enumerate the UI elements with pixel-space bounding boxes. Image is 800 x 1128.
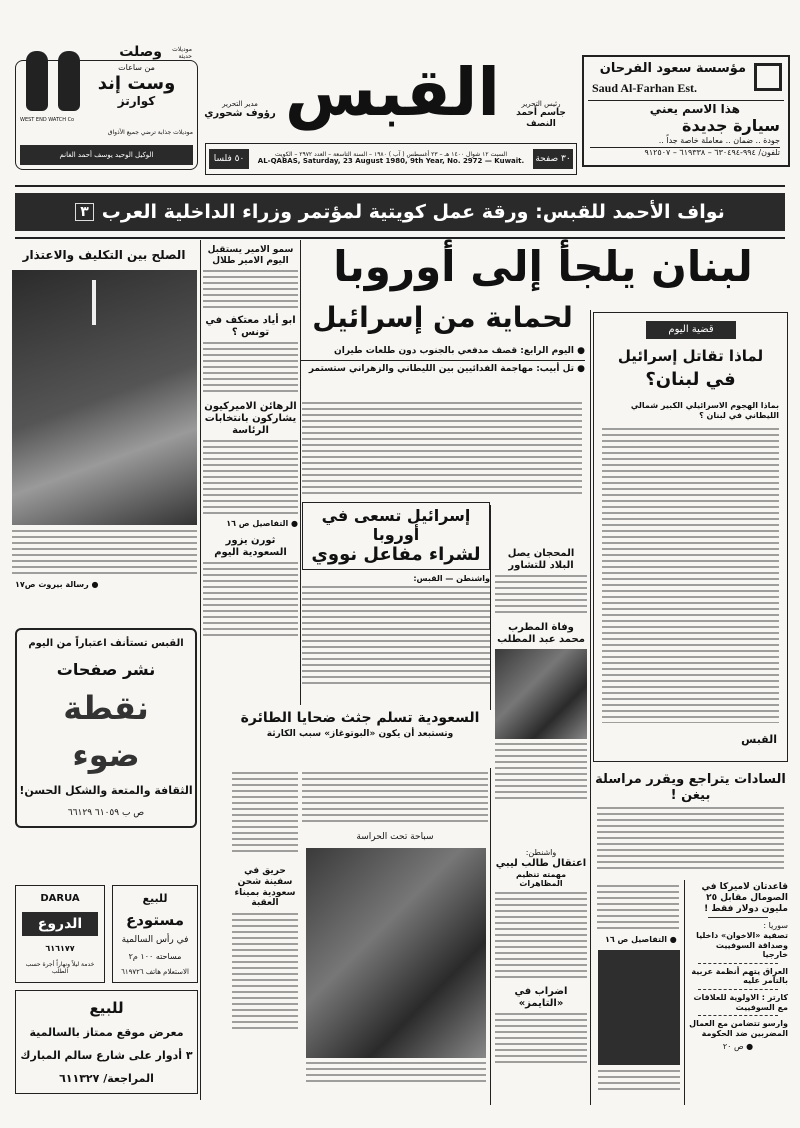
ad-phone: الاستعلام هاتف ٦١٩٧٢٦	[121, 967, 189, 976]
saudi-headline: السعودية تسلم جثث ضحايا الطائرة	[240, 710, 480, 726]
brief-title: سمو الامير يستقبل اليوم الامير طلال	[207, 245, 294, 266]
main-headline: لبنان يلجأ إلى أوروبا	[333, 242, 753, 291]
ad-darua	[15, 885, 105, 983]
issue-label: قضية اليوم	[646, 321, 736, 339]
issue-signature: القبس	[741, 733, 777, 746]
brief-more: ● ص ٢٠	[722, 1042, 754, 1052]
ship-title: حريق في سفينة شحن سعودية بميناء العقبة	[234, 866, 296, 909]
saudi-subheadline: وتستبعد أن يكون «البوتوغاز» سبب الكارثة	[266, 728, 454, 739]
brief-title: كارتر : الاولوية للعلاقات مع السوفييت	[693, 992, 788, 1012]
nuclear-headline-box	[302, 502, 490, 570]
libyan-title: اعتقال طالب ليبي	[495, 857, 587, 869]
brief-title: ثورن يزور السعودية اليوم	[214, 535, 287, 559]
ad-warehouse	[112, 885, 198, 983]
nuclear-dateline: واشنطن — القبس:	[413, 573, 490, 583]
brief-title: تصفية «الاخوان» داخليا وصداقة السوفييت خارجيا	[696, 930, 788, 960]
ad-phone: ص ب ٦١٠٥٩ ٦٦١٢٩	[67, 807, 145, 818]
masthead-logo: القبس	[284, 54, 500, 131]
date-en: AL-QABAS, Saturday, 23 August 1980, 9th Year, No. 2972 — Kuwait.	[257, 157, 525, 166]
ad-resume-pages	[15, 628, 197, 828]
brief-title: وارسو تتضامن مع العمال المضربين ضد الحكومة	[689, 1019, 788, 1038]
ad-line: الثقافة والمتعة والشكل الحسن!	[19, 783, 193, 797]
date-strip	[205, 143, 577, 175]
ad-phone: ٦١٦١٧٧	[45, 943, 75, 953]
ad-tagline: موديلات جذابة ترضي جميع الأذواق	[107, 129, 193, 136]
ad-logo-icon	[754, 63, 782, 91]
ad-phone: المراجعة/ ٦١١٣٢٧	[59, 1072, 154, 1085]
ad-line: نشر صفحات	[56, 660, 156, 680]
left-headline: الصلح بين التكليف والاعتذار	[22, 248, 186, 262]
ad-saud-alfarhan	[582, 55, 790, 167]
ad-brand: وست إند	[97, 72, 176, 94]
ad-line: هذا الاسم يعني	[649, 102, 740, 116]
ad-big-text: ضوء	[72, 735, 140, 774]
ad-brand: الدروع	[22, 912, 98, 936]
price: ٥٠ فلسا	[209, 149, 249, 169]
libyan-title: مهمته تنظيم المظاهرات	[515, 869, 567, 889]
singer-photo	[495, 649, 587, 739]
brief-label: سوريا :	[763, 921, 788, 931]
watch-icon	[58, 51, 80, 111]
sadat-more: ● التفاصيل ص ١٦	[605, 935, 677, 944]
saudi-headlines	[232, 710, 488, 740]
ad-brand-en: WEST END WATCH Co	[20, 117, 75, 123]
left-caption-more: ● رسالة بيروت ص١٧	[15, 580, 99, 589]
portrait-photo	[12, 270, 197, 525]
issue-title: لماذا تقاتل إسرائيل	[617, 347, 764, 365]
banner-headline	[15, 193, 785, 231]
brief-more: ● التفاصيل ص ١٦	[226, 518, 298, 528]
obit-title: وفاة المطرب	[508, 622, 574, 633]
sadat-headline: السادات يتراجع ويقرر مراسلة بيغن !	[595, 772, 786, 803]
editor-label-text: رئيس التحرير	[521, 100, 561, 108]
ad-brand-block	[84, 63, 189, 109]
ad-tag: خدمة ليلاً ونهاراً أجرة حسب الطلب	[25, 960, 95, 976]
ad-west-end-watch	[15, 44, 198, 170]
obit-title: محمد عبد المطلب	[497, 634, 585, 645]
times-title: اضراب في «التايمز»	[514, 985, 568, 1009]
ad-company-en: Saud Al-Farhan Est.	[592, 81, 698, 95]
ad-line: من ساعات	[118, 63, 155, 72]
ad-line: مستودع	[125, 911, 185, 930]
mahjan-title: المحجان يصل البلاد للتشاور	[507, 548, 575, 571]
issue-lead: بماذا الهجوم الاسرائيلي الكبير شمالي الليطاني في لبنان ؟	[630, 401, 779, 420]
date-ar: السبت ١٢ شوال ١٤٠٠ هـ – ٢٣ أغسطس ( آب ) ١٩٨٠ – السنة التاسعة – العدد ٢٩٧٢ – الكويت	[274, 150, 508, 158]
brief-title: قاعدتان لاميركا في الصومال مقابل ٢٥ مليون دولار فقط !	[701, 882, 788, 914]
right-briefs	[688, 882, 788, 1052]
ad-line: ٣ أدوار على شارع سالم المبارك	[20, 1049, 193, 1063]
ad-line: موديلات حديثة	[172, 46, 192, 61]
briefs-column	[203, 245, 298, 638]
nuclear-headline: لشراء مفاعل نووي	[311, 544, 481, 566]
editor-name: جاسم أحمد النصف	[516, 108, 566, 130]
banner-text: نواف الأحمد للقبس: ورقة عمل كويتية لمؤتمر وزراء الداخلية العرب	[101, 201, 725, 223]
editor-label	[502, 100, 580, 130]
ad-line: في رأس السالمية	[121, 935, 189, 946]
brief-title: ابو أياد معتكف في تونس ؟	[205, 314, 296, 338]
ad-line: جودة .. ضمان .. معاملة خاصة جداً ..	[658, 135, 780, 145]
main-subheadlines	[300, 346, 585, 375]
issue-title: في لبنان؟	[645, 369, 736, 390]
ship-story	[232, 866, 298, 1033]
brief-title: الرهائن الاميركيون يشاركون بانتخابات الرئاسة	[204, 400, 297, 436]
manager-label-text: مدير التحرير	[222, 100, 258, 108]
swim-photo	[306, 848, 486, 1058]
main-subheadline: ● اليوم الرابع: قصف مدفعي بالجنوب دون طلعات طيران	[334, 346, 585, 356]
main-subheadline: ● تل أبيب: مهاجمة الفدائيين بين الليطاني والزهراني ستستمر	[308, 363, 585, 374]
news-photo	[598, 950, 680, 1065]
ad-title: للبيع	[142, 892, 168, 905]
mahjan-obit-column	[495, 548, 587, 803]
photo-caption: سباحة تحت الحراسة	[356, 832, 434, 842]
ad-brand-en: DARUA	[40, 892, 80, 904]
ad-footer: الوكيل الوحيد يوسف أحمد الغانم	[20, 145, 193, 165]
nuclear-headline: إسرائيل تسعى في أوروبا	[321, 506, 471, 545]
watch-icon	[26, 51, 48, 111]
manager-name: رؤوف شحوري	[204, 108, 276, 120]
ad-showroom-sale	[15, 990, 198, 1094]
brief-title: العراق يتهم أنظمة عربية بالتآمر عليه	[691, 966, 788, 986]
ad-brand: كوارتز	[117, 94, 156, 109]
date-block	[254, 145, 528, 173]
main-headline-2: لحماية من إسرائيل	[312, 301, 573, 334]
banner-page-ref: ٣	[75, 203, 94, 221]
nuclear-story	[302, 502, 490, 686]
ad-phone: تلفون/ ٩٩٤-٦٣٠٤٩٤ – ٦١٩٣٣٨ – ٩١٢٥٠٧	[590, 147, 780, 158]
ad-line: مساحته ١٠٠ م٢	[128, 951, 182, 961]
sadat-story	[593, 772, 788, 869]
page-count: ٣٠ صفحة	[533, 149, 573, 169]
ad-line: سيارة جديدة	[682, 116, 780, 136]
ad-line: معرض موقع ممتاز بالسالمية	[29, 1026, 184, 1040]
libyan-story	[495, 848, 587, 1063]
ad-line: وصلت	[119, 44, 162, 60]
manager-label	[200, 100, 280, 120]
issue-of-the-day	[593, 312, 788, 762]
ad-company-ar: مؤسسة سعود الفرحان	[599, 61, 746, 76]
ad-big-text: نقطة	[63, 689, 149, 728]
ad-line: القبس تستأنف اعتباراً من اليوم	[28, 638, 184, 650]
photo-fez-icon	[92, 280, 96, 325]
libyan-dateline: واشنطن:	[525, 848, 557, 857]
ad-title: للبيع	[89, 998, 124, 1017]
ad-body	[590, 102, 780, 158]
